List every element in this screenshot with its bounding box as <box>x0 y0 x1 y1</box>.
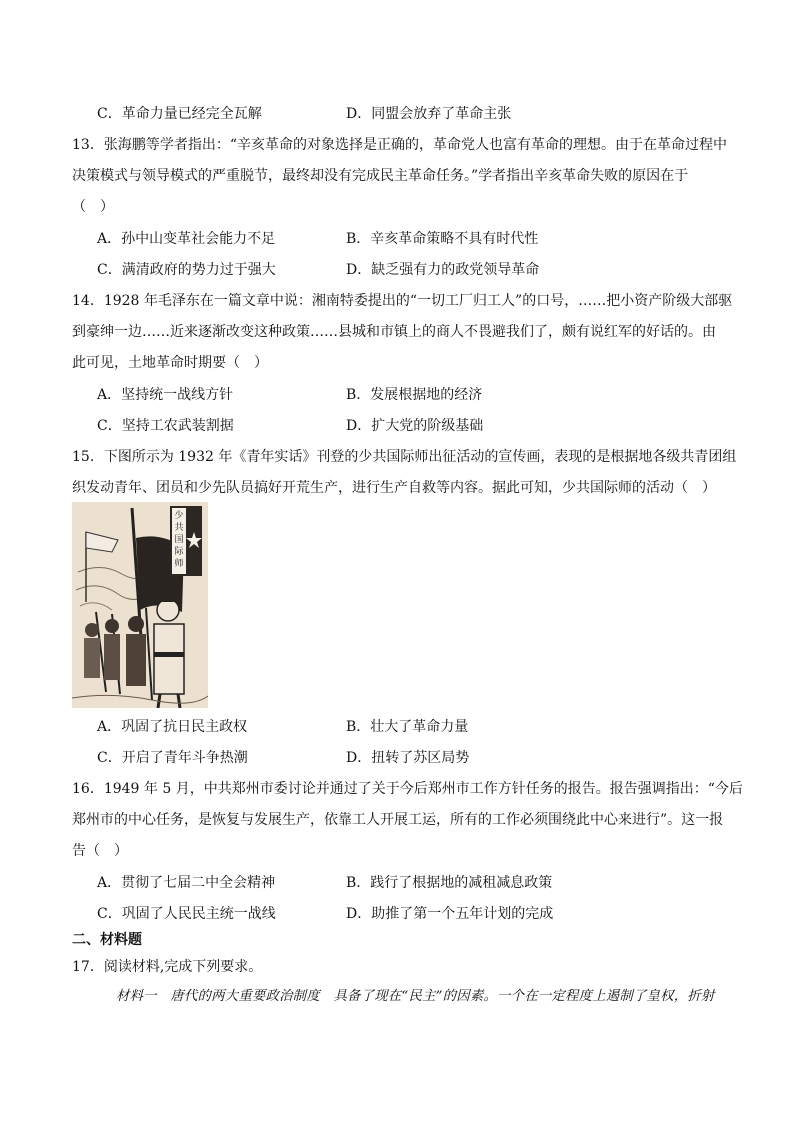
q12-option-c[interactable]: C．革命力量已经完全瓦解 <box>97 106 262 122</box>
q15-option-a[interactable]: A．巩固了抗日民主政权 <box>97 719 248 735</box>
poster-flag-text: 少共国际师 <box>174 511 184 569</box>
q13-stem-line-2: 决策模式与领导模式的严重脱节，最终却没有完成民主革命任务。”学者指出辛亥革命失败的原因在于 <box>72 168 689 184</box>
q16-stem-line-1: 16．1949 年 5 月，中共郑州市委讨论并通过了关于今后郑州市工作方针任务的报告。报告强调指出：“今后 <box>72 781 743 797</box>
q13-option-b[interactable]: B．辛亥革命策略不具有时代性 <box>346 231 539 247</box>
q14-stem-line-1: 14．1928 年毛泽东在一篇文章中说：湘南特委提出的“一切工厂归工人”的口号，……把小资产阶级大部驱 <box>72 293 733 309</box>
q13-stem-line-3: （ ） <box>72 199 114 215</box>
q14-option-a[interactable]: A．坚持统一战线方针 <box>97 387 234 403</box>
q15-stem-line-2: 织发动青年、团员和少先队员搞好开荒生产，进行生产自救等内容。据此可知，少共国际师的活动（ ） <box>72 480 716 496</box>
q12-option-d[interactable]: D．同盟会放弃了革命主张 <box>346 106 512 122</box>
propaganda-poster-image <box>72 502 208 708</box>
q14-option-c[interactable]: C．坚持工农武装割据 <box>97 418 234 434</box>
q16-option-c[interactable]: C．巩固了人民民主统一战线 <box>97 906 276 922</box>
q13-option-d[interactable]: D．缺乏强有力的政党领导革命 <box>346 262 540 278</box>
q16-option-a[interactable]: A．贯彻了七届二中全会精神 <box>97 875 276 891</box>
q16-option-b[interactable]: B．践行了根据地的减租减息政策 <box>346 875 553 891</box>
q14-stem-line-3: 此可见，土地革命时期要（ ） <box>72 355 268 371</box>
q16-stem-line-3: 告（ ） <box>72 843 128 859</box>
q15-option-d[interactable]: D．扭转了苏区局势 <box>346 750 470 766</box>
q15-option-c[interactable]: C．开启了青年斗争热潮 <box>97 750 248 766</box>
q15-stem-line-1: 15．下图所示为 1932 年《青年实话》刊登的少共国际师出征活动的宣传画，表现的是根据地各级共青团组 <box>72 449 737 465</box>
q14-option-b[interactable]: B．发展根据地的经济 <box>346 387 483 403</box>
q16-option-d[interactable]: D．助推了第一个五年计划的完成 <box>346 906 554 922</box>
q14-stem-line-2: 到豪绅一边……近来逐渐改变这种政策……县城和市镇上的商人不畏避我们了，颇有说红军的好话的。由 <box>72 324 716 340</box>
q13-option-c[interactable]: C．满清政府的势力过于强大 <box>97 262 276 278</box>
section-title-materials: 二、材料题 <box>72 932 142 948</box>
q17-material-line-1: 材料一 唐代的两大重要政治制度 具备了现在“民主”的因素。一个在一定程度上遏制了皇权，折射 <box>116 989 715 1004</box>
q14-option-d[interactable]: D．扩大党的阶级基础 <box>346 418 484 434</box>
q16-stem-line-2: 郑州市的中心任务，是恢复与发展生产，依靠工人开展工运，所有的工作必须围绕此中心来进行”。这一报 <box>72 812 724 828</box>
q13-stem-line-1: 13．张海鹏等学者指出：“辛亥革命的对象选择是正确的，革命党人也富有革命的理想。由于在革命过程中 <box>72 137 727 153</box>
q17-stem: 17．阅读材料,完成下列要求。 <box>72 959 263 975</box>
q15-option-b[interactable]: B．壮大了革命力量 <box>346 719 469 735</box>
q13-option-a[interactable]: A．孙中山变革社会能力不足 <box>97 231 276 247</box>
